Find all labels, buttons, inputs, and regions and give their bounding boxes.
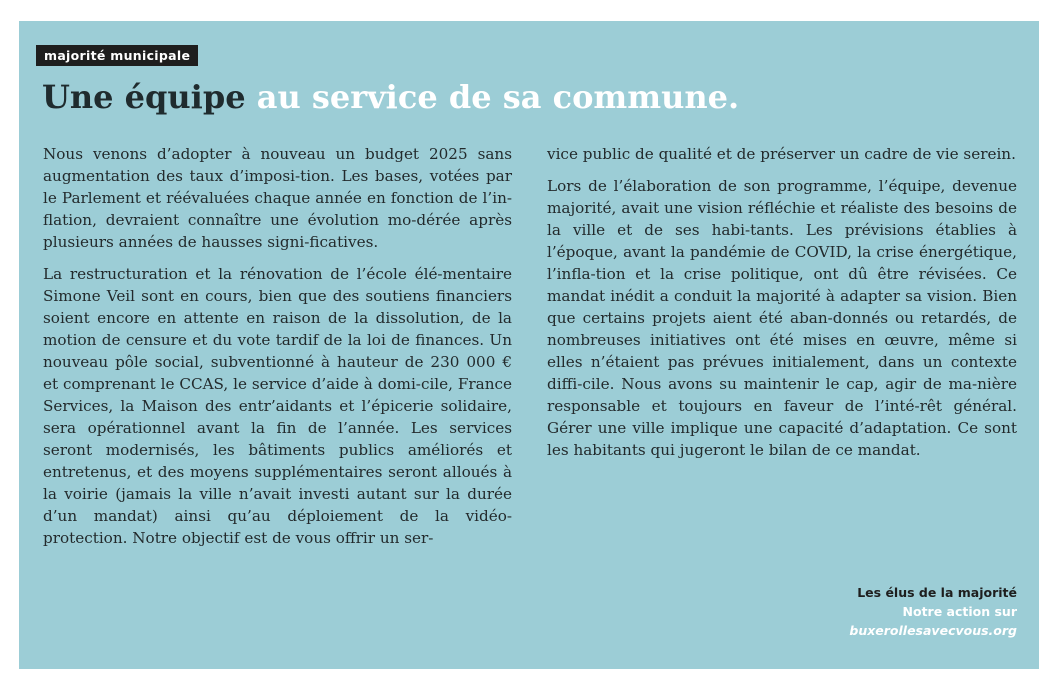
- headline-light: au service de sa commune.: [256, 78, 740, 116]
- paragraph: Lors de l’élaboration de son programme, l’équipe, devenue majorité, avait une vision réfléchie et réaliste des besoins de la ville et de ses habi-tants. Les prévisions établies à l’époque, avant la pandémie de COVID, la crise énergétique, l’infla-tion et la crise politique, ont dû être révisées. Ce mandat inédit a conduit la majorité à adapter sa vision. Bien que certains projets aient été aban-donnés ou retardés, de nombreuses initiatives ont été mises en œuvre, même si elles n’étaient pas prévues initialement, dans un contexte diffi-cile. Nous avons su maintenir le cap, agir de ma-nière responsable et toujours en faveur de l’inté-rêt général. Gérer une ville implique une capacité d’adaptation. Ce sont les habitants qui jugeront le bilan de ce mandat.: [547, 177, 1017, 459]
- signature-name: Les élus de la majorité: [857, 585, 1017, 600]
- website-link[interactable]: buxerollesavecvous.org: [849, 623, 1017, 638]
- left-column: [43, 143, 512, 559]
- paragraph: Nous venons d’adopter à nouveau un budget 2025 sans augmentation des taux d’imposi-tion. Les bases, votées par le Parlement et réévaluées chaque année en fonction de l’in-flation, devraient connaître une évolution mo-dérée après plusieurs années de hausses signi-ficatives.: [43, 145, 512, 251]
- signature: [849, 583, 1017, 640]
- right-column: [547, 143, 1017, 471]
- paragraph: La restructuration et la rénovation de l’école élé-mentaire Simone Veil sont en cours, bien que des soutiens financiers soient encore en attente en raison de la dissolution, de la motion de censure et du vote tardif de la loi de finances. Un nouveau pôle social, subventionné à hauteur de 230 000 € et comprenant le CCAS, le service d’aide à domi-cile, France Services, la Maison des entr’aidants et l’épicerie solidaire, sera opérationnel avant la fin de l’année. Les services seront modernisés, les bâtiments publics améliorés et entretenus, et des moyens supplémentaires seront alloués à la voirie (jamais la ville n’avait investi autant sur la durée d’un mandat) ainsi qu’au déploiement de la vidéo-protection. Notre objectif est de vous offrir un ser-: [43, 265, 512, 547]
- section-badge: [36, 45, 198, 66]
- paragraph: vice public de qualité et de préserver un cadre de vie serein.: [547, 145, 1016, 163]
- section-label: majorité municipale: [44, 48, 191, 63]
- headline: [42, 76, 739, 118]
- headline-dark: Une équipe: [42, 78, 246, 116]
- signature-action: Notre action sur: [902, 604, 1017, 619]
